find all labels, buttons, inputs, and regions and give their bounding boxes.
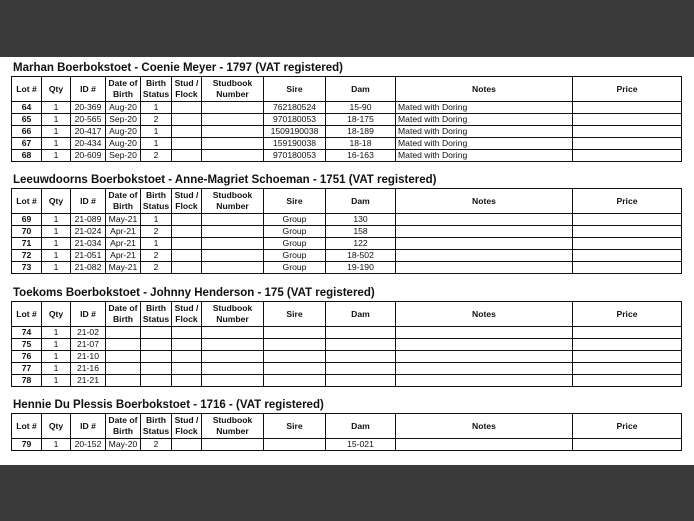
cell-id: 20-369	[71, 102, 106, 114]
cell-dam: 130	[326, 214, 396, 226]
table-row	[12, 138, 682, 150]
column-header-dam: Dam	[326, 302, 396, 327]
cell-date-of-birth: Apr-21	[106, 226, 141, 238]
column-header-sire: Sire	[264, 77, 326, 102]
cell-studbook-number	[202, 138, 264, 150]
cell-id: 20-152	[71, 439, 106, 451]
cell-qty: 1	[42, 339, 71, 351]
cell-lot: 78	[12, 375, 42, 387]
column-header-notes: Notes	[396, 189, 573, 214]
cell-id: 20-609	[71, 150, 106, 162]
cell-notes	[396, 351, 573, 363]
cell-studbook-number	[202, 339, 264, 351]
cell-studbook-number	[202, 150, 264, 162]
cell-date-of-birth	[106, 351, 141, 363]
cell-stud-flock	[172, 214, 202, 226]
column-header-dam: Dam	[326, 77, 396, 102]
column-header-lot: Lot #	[12, 414, 42, 439]
cell-qty: 1	[42, 327, 71, 339]
lot-table	[11, 188, 682, 274]
cell-lot: 69	[12, 214, 42, 226]
cell-date-of-birth: May-21	[106, 262, 141, 274]
cell-birth-status: 2	[141, 114, 172, 126]
column-header-sire: Sire	[264, 189, 326, 214]
column-header-studbook-number: Studbook Number	[202, 77, 264, 102]
column-header-studbook-number: Studbook Number	[202, 302, 264, 327]
column-header-qty: Qty	[42, 302, 71, 327]
cell-qty: 1	[42, 439, 71, 451]
cell-price	[573, 102, 682, 114]
cell-sire: Group	[264, 262, 326, 274]
cell-stud-flock	[172, 262, 202, 274]
document-page	[0, 57, 694, 465]
column-header-birth-status: Birth Status	[141, 77, 172, 102]
cell-sire: Group	[264, 250, 326, 262]
cell-studbook-number	[202, 114, 264, 126]
column-header-lot: Lot #	[12, 77, 42, 102]
cell-date-of-birth: Aug-20	[106, 102, 141, 114]
cell-notes	[396, 339, 573, 351]
cell-dam	[326, 351, 396, 363]
cell-notes: Mated with Doring	[396, 150, 573, 162]
table-row	[12, 214, 682, 226]
cell-stud-flock	[172, 363, 202, 375]
cell-date-of-birth	[106, 375, 141, 387]
table-row	[12, 238, 682, 250]
cell-lot: 71	[12, 238, 42, 250]
cell-lot: 73	[12, 262, 42, 274]
cell-birth-status: 2	[141, 250, 172, 262]
cell-dam: 18-18	[326, 138, 396, 150]
cell-dam: 15-90	[326, 102, 396, 114]
cell-birth-status: 1	[141, 102, 172, 114]
cell-price	[573, 126, 682, 138]
cell-sire	[264, 327, 326, 339]
column-header-date-of-birth: Date of Birth	[106, 414, 141, 439]
cell-sire	[264, 439, 326, 451]
cell-price	[573, 138, 682, 150]
cell-birth-status	[141, 375, 172, 387]
cell-birth-status: 2	[141, 262, 172, 274]
section-toekoms	[11, 286, 681, 387]
cell-studbook-number	[202, 439, 264, 451]
section-title: Leeuwdoorns Boerbokstoet - Anne-Magriet Schoeman - 1751 (VAT registered)	[13, 174, 437, 186]
cell-lot: 76	[12, 351, 42, 363]
cell-id: 20-417	[71, 126, 106, 138]
table-header-row	[12, 77, 682, 102]
cell-studbook-number	[202, 238, 264, 250]
cell-dam	[326, 375, 396, 387]
cell-stud-flock	[172, 439, 202, 451]
cell-date-of-birth: May-20	[106, 439, 141, 451]
cell-dam: 19-190	[326, 262, 396, 274]
table-row	[12, 102, 682, 114]
cell-studbook-number	[202, 214, 264, 226]
cell-dam: 18-189	[326, 126, 396, 138]
column-header-birth-status: Birth Status	[141, 189, 172, 214]
cell-lot: 72	[12, 250, 42, 262]
cell-lot: 74	[12, 327, 42, 339]
cell-dam: 18-175	[326, 114, 396, 126]
cell-birth-status: 2	[141, 150, 172, 162]
column-header-date-of-birth: Date of Birth	[106, 189, 141, 214]
cell-price	[573, 339, 682, 351]
cell-qty: 1	[42, 114, 71, 126]
cell-date-of-birth	[106, 327, 141, 339]
table-header-row	[12, 302, 682, 327]
cell-qty: 1	[42, 126, 71, 138]
cell-qty: 1	[42, 250, 71, 262]
cell-id: 21-21	[71, 375, 106, 387]
cell-id: 20-434	[71, 138, 106, 150]
column-header-price: Price	[573, 414, 682, 439]
cell-stud-flock	[172, 250, 202, 262]
cell-notes	[396, 439, 573, 451]
cell-id: 21-082	[71, 262, 106, 274]
cell-price	[573, 363, 682, 375]
cell-price	[573, 327, 682, 339]
column-header-dam: Dam	[326, 414, 396, 439]
cell-qty: 1	[42, 214, 71, 226]
cell-sire: 762180524	[264, 102, 326, 114]
cell-dam: 16-163	[326, 150, 396, 162]
cell-lot: 70	[12, 226, 42, 238]
cell-stud-flock	[172, 375, 202, 387]
cell-notes	[396, 226, 573, 238]
cell-notes: Mated with Doring	[396, 114, 573, 126]
cell-studbook-number	[202, 250, 264, 262]
table-header-row	[12, 414, 682, 439]
column-header-stud-flock: Stud / Flock	[172, 414, 202, 439]
cell-price	[573, 114, 682, 126]
cell-notes: Mated with Doring	[396, 126, 573, 138]
cell-birth-status: 2	[141, 439, 172, 451]
cell-qty: 1	[42, 226, 71, 238]
cell-sire	[264, 363, 326, 375]
column-header-sire: Sire	[264, 302, 326, 327]
cell-qty: 1	[42, 102, 71, 114]
cell-lot: 65	[12, 114, 42, 126]
cell-notes	[396, 327, 573, 339]
cell-stud-flock	[172, 238, 202, 250]
column-header-lot: Lot #	[12, 189, 42, 214]
cell-qty: 1	[42, 138, 71, 150]
cell-studbook-number	[202, 351, 264, 363]
cell-studbook-number	[202, 375, 264, 387]
column-header-id: ID #	[71, 302, 106, 327]
cell-notes	[396, 375, 573, 387]
cell-stud-flock	[172, 126, 202, 138]
section-hennie-du-plessis	[11, 398, 681, 451]
cell-sire	[264, 375, 326, 387]
cell-birth-status: 1	[141, 214, 172, 226]
cell-stud-flock	[172, 114, 202, 126]
cell-date-of-birth: May-21	[106, 214, 141, 226]
cell-price	[573, 351, 682, 363]
cell-price	[573, 150, 682, 162]
cell-sire: 159190038	[264, 138, 326, 150]
section-marhan	[11, 61, 681, 162]
column-header-sire: Sire	[264, 414, 326, 439]
cell-id: 21-024	[71, 226, 106, 238]
cell-lot: 68	[12, 150, 42, 162]
cell-id: 21-089	[71, 214, 106, 226]
table-row	[12, 226, 682, 238]
cell-notes	[396, 238, 573, 250]
lot-table	[11, 413, 682, 451]
column-header-birth-status: Birth Status	[141, 414, 172, 439]
cell-lot: 77	[12, 363, 42, 375]
cell-price	[573, 226, 682, 238]
cell-id: 21-07	[71, 339, 106, 351]
cell-sire: Group	[264, 238, 326, 250]
cell-notes: Mated with Doring	[396, 138, 573, 150]
cell-date-of-birth: Aug-20	[106, 138, 141, 150]
table-row	[12, 439, 682, 451]
column-header-notes: Notes	[396, 302, 573, 327]
cell-id: 21-16	[71, 363, 106, 375]
cell-stud-flock	[172, 102, 202, 114]
column-header-qty: Qty	[42, 189, 71, 214]
cell-price	[573, 262, 682, 274]
cell-price	[573, 439, 682, 451]
cell-date-of-birth: Sep-20	[106, 114, 141, 126]
cell-dam: 18-502	[326, 250, 396, 262]
table-header-row	[12, 189, 682, 214]
lot-table	[11, 301, 682, 387]
cell-sire: 1509190038	[264, 126, 326, 138]
cell-sire: Group	[264, 214, 326, 226]
cell-birth-status: 1	[141, 126, 172, 138]
cell-birth-status: 2	[141, 226, 172, 238]
column-header-price: Price	[573, 189, 682, 214]
table-row	[12, 114, 682, 126]
cell-birth-status	[141, 339, 172, 351]
column-header-stud-flock: Stud / Flock	[172, 189, 202, 214]
column-header-price: Price	[573, 302, 682, 327]
table-row	[12, 126, 682, 138]
cell-studbook-number	[202, 226, 264, 238]
column-header-id: ID #	[71, 77, 106, 102]
cell-lot: 64	[12, 102, 42, 114]
cell-notes	[396, 250, 573, 262]
table-row	[12, 351, 682, 363]
cell-stud-flock	[172, 150, 202, 162]
cell-studbook-number	[202, 363, 264, 375]
column-header-qty: Qty	[42, 77, 71, 102]
cell-lot: 66	[12, 126, 42, 138]
table-row	[12, 262, 682, 274]
table-row	[12, 363, 682, 375]
cell-studbook-number	[202, 102, 264, 114]
table-row	[12, 150, 682, 162]
column-header-price: Price	[573, 77, 682, 102]
cell-lot: 75	[12, 339, 42, 351]
cell-price	[573, 250, 682, 262]
cell-stud-flock	[172, 339, 202, 351]
cell-dam: 122	[326, 238, 396, 250]
cell-sire: Group	[264, 226, 326, 238]
cell-stud-flock	[172, 351, 202, 363]
table-row	[12, 327, 682, 339]
cell-price	[573, 214, 682, 226]
cell-date-of-birth	[106, 339, 141, 351]
cell-notes	[396, 214, 573, 226]
cell-studbook-number	[202, 327, 264, 339]
cell-date-of-birth: Apr-21	[106, 250, 141, 262]
cell-stud-flock	[172, 226, 202, 238]
lot-table	[11, 76, 682, 162]
column-header-stud-flock: Stud / Flock	[172, 77, 202, 102]
cell-id: 21-034	[71, 238, 106, 250]
cell-sire	[264, 339, 326, 351]
cell-date-of-birth: Aug-20	[106, 126, 141, 138]
cell-date-of-birth: Sep-20	[106, 150, 141, 162]
column-header-date-of-birth: Date of Birth	[106, 302, 141, 327]
column-header-birth-status: Birth Status	[141, 302, 172, 327]
cell-birth-status	[141, 351, 172, 363]
cell-notes: Mated with Doring	[396, 102, 573, 114]
cell-birth-status: 1	[141, 138, 172, 150]
cell-dam: 15-021	[326, 439, 396, 451]
cell-sire: 970180053	[264, 114, 326, 126]
cell-qty: 1	[42, 375, 71, 387]
cell-birth-status: 1	[141, 238, 172, 250]
column-header-qty: Qty	[42, 414, 71, 439]
cell-sire: 970180053	[264, 150, 326, 162]
cell-dam	[326, 363, 396, 375]
cell-price	[573, 238, 682, 250]
section-title: Marhan Boerbokstoet - Coenie Meyer - 1797 (VAT registered)	[13, 62, 343, 74]
cell-id: 20-565	[71, 114, 106, 126]
cell-qty: 1	[42, 238, 71, 250]
column-header-dam: Dam	[326, 189, 396, 214]
cell-dam	[326, 327, 396, 339]
section-leeuwdoorns	[11, 173, 681, 274]
cell-price	[573, 375, 682, 387]
cell-notes	[396, 262, 573, 274]
cell-date-of-birth	[106, 363, 141, 375]
cell-dam	[326, 339, 396, 351]
cell-qty: 1	[42, 363, 71, 375]
cell-stud-flock	[172, 138, 202, 150]
table-row	[12, 375, 682, 387]
cell-lot: 67	[12, 138, 42, 150]
column-header-studbook-number: Studbook Number	[202, 189, 264, 214]
cell-qty: 1	[42, 351, 71, 363]
cell-stud-flock	[172, 327, 202, 339]
column-header-lot: Lot #	[12, 302, 42, 327]
cell-studbook-number	[202, 262, 264, 274]
cell-studbook-number	[202, 126, 264, 138]
cell-lot: 79	[12, 439, 42, 451]
cell-birth-status	[141, 327, 172, 339]
column-header-notes: Notes	[396, 77, 573, 102]
cell-qty: 1	[42, 262, 71, 274]
cell-qty: 1	[42, 150, 71, 162]
table-row	[12, 339, 682, 351]
column-header-notes: Notes	[396, 414, 573, 439]
cell-id: 21-02	[71, 327, 106, 339]
cell-id: 21-051	[71, 250, 106, 262]
column-header-id: ID #	[71, 189, 106, 214]
cell-sire	[264, 351, 326, 363]
cell-date-of-birth: Apr-21	[106, 238, 141, 250]
column-header-stud-flock: Stud / Flock	[172, 302, 202, 327]
cell-dam: 158	[326, 226, 396, 238]
cell-id: 21-10	[71, 351, 106, 363]
cell-birth-status	[141, 363, 172, 375]
cell-notes	[396, 363, 573, 375]
section-title: Toekoms Boerbokstoet - Johnny Henderson - 175 (VAT registered)	[13, 287, 375, 299]
column-header-studbook-number: Studbook Number	[202, 414, 264, 439]
column-header-date-of-birth: Date of Birth	[106, 77, 141, 102]
table-row	[12, 250, 682, 262]
section-title: Hennie Du Plessis Boerbokstoet - 1716 - (VAT registered)	[13, 399, 324, 411]
column-header-id: ID #	[71, 414, 106, 439]
